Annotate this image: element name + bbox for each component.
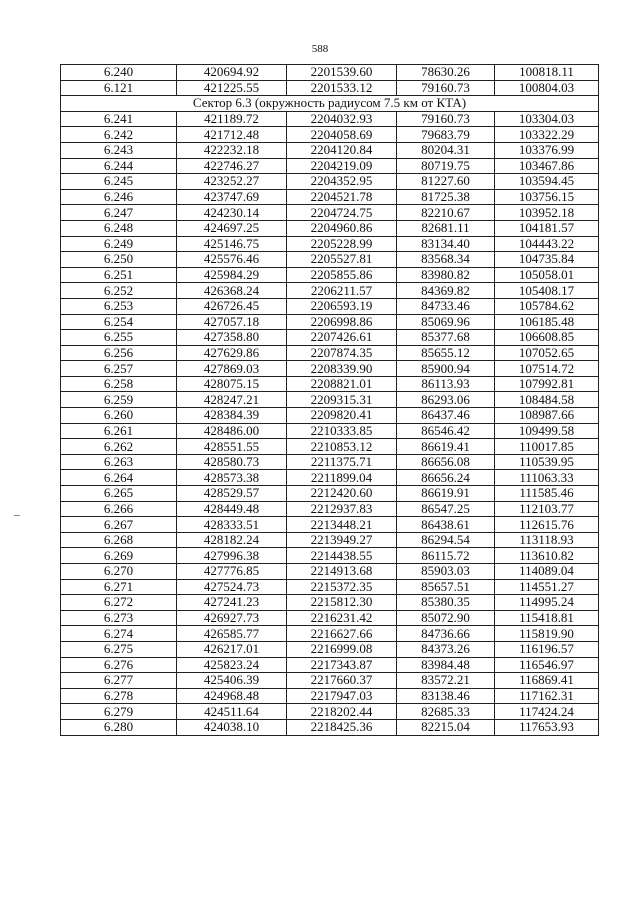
table-row [61,470,599,486]
x-coordinate-cell: 427358.80 [177,330,287,346]
x-coordinate-cell: 427524.73 [177,579,287,595]
table-row [61,626,599,642]
x-coordinate-cell: 428384.39 [177,408,287,424]
local-y-cell: 110017.85 [495,439,599,455]
x-coordinate-cell: 422232.18 [177,142,287,158]
x-coordinate-cell: 425406.39 [177,673,287,689]
y-coordinate-cell: 2214913.68 [287,564,397,580]
table-row [61,376,599,392]
point-number-cell: 6.254 [61,314,177,330]
point-number-cell: 6.245 [61,174,177,190]
local-x-cell: 86656.24 [397,470,495,486]
x-coordinate-cell: 420694.92 [177,65,287,81]
local-x-cell: 85903.03 [397,564,495,580]
point-number-cell: 6.249 [61,236,177,252]
y-coordinate-cell: 2217343.87 [287,657,397,673]
y-coordinate-cell: 2211899.04 [287,470,397,486]
local-x-cell: 86546.42 [397,423,495,439]
point-number-cell: 6.243 [61,142,177,158]
table-row [61,127,599,143]
local-y-cell: 114995.24 [495,595,599,611]
table-row [61,205,599,221]
local-y-cell: 117653.93 [495,719,599,735]
local-x-cell: 86115.72 [397,548,495,564]
x-coordinate-cell: 428580.73 [177,454,287,470]
x-coordinate-cell: 428075.15 [177,376,287,392]
y-coordinate-cell: 2204032.93 [287,111,397,127]
y-coordinate-cell: 2217660.37 [287,673,397,689]
y-coordinate-cell: 2205855.86 [287,267,397,283]
local-x-cell: 86294.54 [397,532,495,548]
local-x-cell: 83568.34 [397,252,495,268]
point-number-cell: 6.275 [61,641,177,657]
local-y-cell: 103594.45 [495,174,599,190]
table-row [61,704,599,720]
local-x-cell: 84373.26 [397,641,495,657]
y-coordinate-cell: 2218202.44 [287,704,397,720]
x-coordinate-cell: 428247.21 [177,392,287,408]
x-coordinate-cell: 423747.69 [177,189,287,205]
local-y-cell: 113118.93 [495,532,599,548]
local-x-cell: 83138.46 [397,688,495,704]
point-number-cell: 6.268 [61,532,177,548]
local-x-cell: 85072.90 [397,610,495,626]
table-row [61,345,599,361]
local-x-cell: 79160.73 [397,111,495,127]
local-x-cell: 83134.40 [397,236,495,252]
local-y-cell: 108987.66 [495,408,599,424]
table-row [61,673,599,689]
point-number-cell: 6.257 [61,361,177,377]
point-number-cell: 6.272 [61,595,177,611]
local-x-cell: 80719.75 [397,158,495,174]
local-y-cell: 103304.03 [495,111,599,127]
y-coordinate-cell: 2213949.27 [287,532,397,548]
x-coordinate-cell: 428333.51 [177,517,287,533]
x-coordinate-cell: 426368.24 [177,283,287,299]
local-x-cell: 83572.21 [397,673,495,689]
point-number-cell: 6.246 [61,189,177,205]
local-x-cell: 86437.46 [397,408,495,424]
local-x-cell: 85377.68 [397,330,495,346]
point-number-cell: 6.258 [61,376,177,392]
point-number-cell: 6.253 [61,298,177,314]
y-coordinate-cell: 2209315.31 [287,392,397,408]
x-coordinate-cell: 423252.27 [177,174,287,190]
x-coordinate-cell: 427057.18 [177,314,287,330]
point-number-cell: 6.274 [61,626,177,642]
x-coordinate-cell: 424968.48 [177,688,287,704]
x-coordinate-cell: 424511.64 [177,704,287,720]
local-y-cell: 111585.46 [495,486,599,502]
table-row [61,236,599,252]
local-y-cell: 117424.24 [495,704,599,720]
local-y-cell: 105408.17 [495,283,599,299]
y-coordinate-cell: 2216627.66 [287,626,397,642]
y-coordinate-cell: 2213448.21 [287,517,397,533]
x-coordinate-cell: 426217.01 [177,641,287,657]
x-coordinate-cell: 421225.55 [177,80,287,96]
y-coordinate-cell: 2205228.99 [287,236,397,252]
y-coordinate-cell: 2205527.81 [287,252,397,268]
y-coordinate-cell: 2204960.86 [287,220,397,236]
y-coordinate-cell: 2209820.41 [287,408,397,424]
x-coordinate-cell: 427629.86 [177,345,287,361]
x-coordinate-cell: 425823.24 [177,657,287,673]
local-x-cell: 82681.11 [397,220,495,236]
local-x-cell: 86438.61 [397,517,495,533]
local-y-cell: 110539.95 [495,454,599,470]
local-y-cell: 104181.57 [495,220,599,236]
y-coordinate-cell: 2207426.61 [287,330,397,346]
local-y-cell: 107052.65 [495,345,599,361]
point-number-cell: 6.252 [61,283,177,299]
local-x-cell: 79160.73 [397,80,495,96]
y-coordinate-cell: 2206211.57 [287,283,397,299]
local-y-cell: 105058.01 [495,267,599,283]
local-x-cell: 82215.04 [397,719,495,735]
local-x-cell: 86656.08 [397,454,495,470]
local-x-cell: 78630.26 [397,65,495,81]
point-number-cell: 6.276 [61,657,177,673]
table-row [61,252,599,268]
table-row [61,220,599,236]
local-y-cell: 114551.27 [495,579,599,595]
table-row [61,579,599,595]
y-coordinate-cell: 2217947.03 [287,688,397,704]
table-row [61,595,599,611]
point-number-cell: 6.240 [61,65,177,81]
table-row [61,80,599,96]
table-row [61,267,599,283]
table-row [61,486,599,502]
local-x-cell: 86619.41 [397,439,495,455]
x-coordinate-cell: 424697.25 [177,220,287,236]
y-coordinate-cell: 2204521.78 [287,189,397,205]
point-number-cell: 6.265 [61,486,177,502]
y-coordinate-cell: 2204058.69 [287,127,397,143]
x-coordinate-cell: 425146.75 [177,236,287,252]
local-x-cell: 85900.94 [397,361,495,377]
table-row [61,298,599,314]
table-row [61,314,599,330]
local-x-cell: 86113.93 [397,376,495,392]
y-coordinate-cell: 2212937.83 [287,501,397,517]
y-coordinate-cell: 2201533.12 [287,80,397,96]
local-y-cell: 103376.99 [495,142,599,158]
table-row [61,532,599,548]
local-x-cell: 82210.67 [397,205,495,221]
local-x-cell: 85069.96 [397,314,495,330]
y-coordinate-cell: 2210333.85 [287,423,397,439]
local-y-cell: 103322.29 [495,127,599,143]
table-row [61,688,599,704]
point-number-cell: 6.264 [61,470,177,486]
local-x-cell: 86293.06 [397,392,495,408]
local-x-cell: 81725.38 [397,189,495,205]
x-coordinate-cell: 426585.77 [177,626,287,642]
local-y-cell: 107514.72 [495,361,599,377]
table-row [61,439,599,455]
x-coordinate-cell: 428486.00 [177,423,287,439]
x-coordinate-cell: 427869.03 [177,361,287,377]
local-y-cell: 107992.81 [495,376,599,392]
local-x-cell: 84736.66 [397,626,495,642]
y-coordinate-cell: 2211375.71 [287,454,397,470]
point-number-cell: 6.259 [61,392,177,408]
point-number-cell: 6.280 [61,719,177,735]
y-coordinate-cell: 2216231.42 [287,610,397,626]
y-coordinate-cell: 2207874.35 [287,345,397,361]
y-coordinate-cell: 2216999.08 [287,641,397,657]
y-coordinate-cell: 2214438.55 [287,548,397,564]
y-coordinate-cell: 2215812.30 [287,595,397,611]
local-y-cell: 116196.57 [495,641,599,657]
table-row [61,392,599,408]
x-coordinate-cell: 427996.38 [177,548,287,564]
local-y-cell: 103756.15 [495,189,599,205]
local-x-cell: 85380.35 [397,595,495,611]
point-number-cell: 6.260 [61,408,177,424]
table-row [61,189,599,205]
table-row [61,610,599,626]
y-coordinate-cell: 2210853.12 [287,439,397,455]
table-row [61,174,599,190]
point-number-cell: 6.263 [61,454,177,470]
local-y-cell: 103952.18 [495,205,599,221]
local-y-cell: 113610.82 [495,548,599,564]
table-row [61,330,599,346]
local-x-cell: 86547.25 [397,501,495,517]
local-y-cell: 112615.76 [495,517,599,533]
y-coordinate-cell: 2204724.75 [287,205,397,221]
point-number-cell: 6.273 [61,610,177,626]
x-coordinate-cell: 426726.45 [177,298,287,314]
table-row [61,501,599,517]
y-coordinate-cell: 2208339.90 [287,361,397,377]
point-number-cell: 6.244 [61,158,177,174]
local-x-cell: 83980.82 [397,267,495,283]
table-row [61,517,599,533]
y-coordinate-cell: 2204120.84 [287,142,397,158]
x-coordinate-cell: 425984.29 [177,267,287,283]
table-row [61,454,599,470]
margin-mark [14,515,20,516]
page-number: 588 [311,43,329,55]
y-coordinate-cell: 2204352.95 [287,174,397,190]
local-y-cell: 105784.62 [495,298,599,314]
table-row [61,641,599,657]
point-number-cell: 6.241 [61,111,177,127]
local-y-cell: 116546.97 [495,657,599,673]
point-number-cell: 6.250 [61,252,177,268]
local-x-cell: 84369.82 [397,283,495,299]
table-row [61,657,599,673]
coordinates-table-body [61,65,599,736]
y-coordinate-cell: 2206593.19 [287,298,397,314]
local-y-cell: 104443.22 [495,236,599,252]
point-number-cell: 6.277 [61,673,177,689]
local-y-cell: 103467.86 [495,158,599,174]
y-coordinate-cell: 2201539.60 [287,65,397,81]
local-y-cell: 108484.58 [495,392,599,408]
x-coordinate-cell: 428551.55 [177,439,287,455]
sector-header-row [61,96,599,112]
local-y-cell: 114089.04 [495,564,599,580]
local-x-cell: 85655.12 [397,345,495,361]
local-x-cell: 83984.48 [397,657,495,673]
y-coordinate-cell: 2204219.09 [287,158,397,174]
x-coordinate-cell: 422746.27 [177,158,287,174]
x-coordinate-cell: 426927.73 [177,610,287,626]
point-number-cell: 6.248 [61,220,177,236]
y-coordinate-cell: 2208821.01 [287,376,397,392]
y-coordinate-cell: 2212420.60 [287,486,397,502]
point-number-cell: 6.278 [61,688,177,704]
local-x-cell: 81227.60 [397,174,495,190]
x-coordinate-cell: 424038.10 [177,719,287,735]
local-x-cell: 84733.46 [397,298,495,314]
x-coordinate-cell: 421189.72 [177,111,287,127]
local-y-cell: 115418.81 [495,610,599,626]
table-row [61,111,599,127]
x-coordinate-cell: 428529.57 [177,486,287,502]
point-number-cell: 6.279 [61,704,177,720]
point-number-cell: 6.269 [61,548,177,564]
point-number-cell: 6.242 [61,127,177,143]
table-row [61,65,599,81]
point-number-cell: 6.251 [61,267,177,283]
y-coordinate-cell: 2218425.36 [287,719,397,735]
local-x-cell: 85657.51 [397,579,495,595]
local-y-cell: 104735.84 [495,252,599,268]
table-row [61,423,599,439]
coordinates-table [60,64,599,736]
sector-title: Сектор 6.3 (окружность радиусом 7.5 км от КТА) [61,96,599,112]
local-y-cell: 100818.11 [495,65,599,81]
table-row [61,361,599,377]
x-coordinate-cell: 428573.38 [177,470,287,486]
point-number-cell: 6.121 [61,80,177,96]
point-number-cell: 6.256 [61,345,177,361]
point-number-cell: 6.262 [61,439,177,455]
local-x-cell: 80204.31 [397,142,495,158]
point-number-cell: 6.247 [61,205,177,221]
table-row [61,719,599,735]
table-row [61,283,599,299]
x-coordinate-cell: 424230.14 [177,205,287,221]
local-x-cell: 86619.91 [397,486,495,502]
local-y-cell: 109499.58 [495,423,599,439]
table-row [61,564,599,580]
point-number-cell: 6.270 [61,564,177,580]
table-row [61,142,599,158]
local-x-cell: 79683.79 [397,127,495,143]
point-number-cell: 6.267 [61,517,177,533]
point-number-cell: 6.271 [61,579,177,595]
x-coordinate-cell: 421712.48 [177,127,287,143]
table-row [61,548,599,564]
local-y-cell: 115819.90 [495,626,599,642]
table-row [61,158,599,174]
y-coordinate-cell: 2206998.86 [287,314,397,330]
local-y-cell: 100804.03 [495,80,599,96]
local-x-cell: 82685.33 [397,704,495,720]
x-coordinate-cell: 427776.85 [177,564,287,580]
x-coordinate-cell: 428182.24 [177,532,287,548]
point-number-cell: 6.266 [61,501,177,517]
local-y-cell: 112103.77 [495,501,599,517]
point-number-cell: 6.261 [61,423,177,439]
x-coordinate-cell: 427241.23 [177,595,287,611]
local-y-cell: 111063.33 [495,470,599,486]
local-y-cell: 117162.31 [495,688,599,704]
point-number-cell: 6.255 [61,330,177,346]
x-coordinate-cell: 428449.48 [177,501,287,517]
table-row [61,408,599,424]
local-y-cell: 106185.48 [495,314,599,330]
local-y-cell: 106608.85 [495,330,599,346]
local-y-cell: 116869.41 [495,673,599,689]
y-coordinate-cell: 2215372.35 [287,579,397,595]
x-coordinate-cell: 425576.46 [177,252,287,268]
